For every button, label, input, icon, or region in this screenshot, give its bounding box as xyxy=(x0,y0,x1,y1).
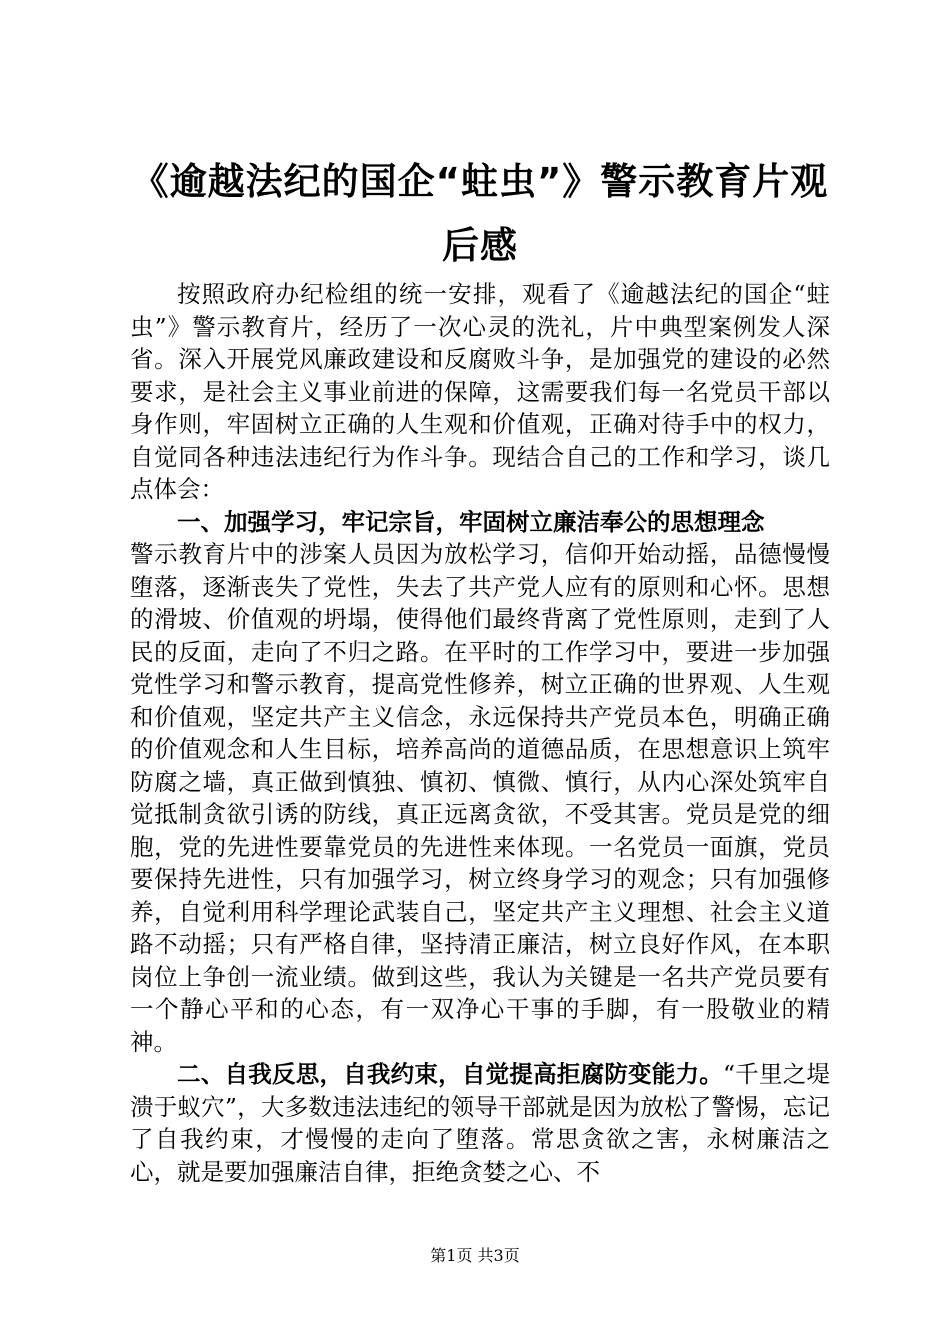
document-title: 《逾越法纪的国企“蛀虫”》警示教育片观后感 xyxy=(131,160,829,267)
section-2-paragraph xyxy=(130,1058,830,1188)
section-2-heading: 二、自我反思，自我约束，自觉提高拒腐防变能力。 xyxy=(177,1060,724,1088)
section-1-body: 警示教育片中的涉案人员因为放松学习，信仰开始动摇，品德慢慢堕落，逐渐丧失了党性，失去了共产党人应有的原则和心怀。思想的滑坡、价值观的坍塌，使得他们最终背离了党性原则，走到了人民的反面，走向了不归之路。在平时的工作学习中，要进一步加强党性学习和警示教育，提高党性修养，树立正确的世界观、人生观和价值观，坚定共产主义信念，永远保持共产党员本色，明确正确的价值观念和人生目标，培养高尚的道德品质，在思想意识上筑牢防腐之墙，真正做到慎独、慎初、慎微、慎行，从内心深处筑牢自觉抵制贪欲引诱的防线，真正远离贪欲，不受其害。党员是党的细胞，党的先进性要靠党员的先进性来体现。一名党员一面旗，党员要保持先进性，只有加强学习，树立终身学习的观念；只有加强修养，自觉利用科学理论武装自己，坚定共产主义理想、社会主义道路不动摇；只有严格自律，坚持清正廉洁，树立良好作风，在本职岗位上争创一流业绩。做到这些，我认为关键是一名共产党员要有一个静心平和的心态，有一双净心干事的手脚，有一股敬业的精神。 xyxy=(130,540,830,1056)
section-2-body: “千里之堤溃于蚁穴”，大多数违法违纪的领导干部就是因为放松了警惕，忘记了自我约束，才慢慢的走向了堕落。常思贪欲之害，永树廉洁之心，就是要加强廉洁自律，拒绝贪婪之心、不 xyxy=(130,1060,831,1186)
page-footer: 第1页 共3页 xyxy=(430,1246,520,1265)
document-page xyxy=(130,150,830,1188)
section-1-heading: 一、加强学习，牢记宗旨，牢固树立廉洁奉公的思想理念 xyxy=(177,507,765,536)
intro-paragraph: 按照政府办纪检组的统一安排，观看了《逾越法纪的国企“蛀虫”》警示教育片，经历了一次心灵的洗礼，片中典型案例发人深省。深入开展党风廉政建设和反腐败斗争，是加强党的建设的必然要求，是社会主义事业前进的保障，这需要我们每一名党员干部以身作则，牢固树立正确的人生观和价值观，正确对待手中的权力，自觉同各种违法违纪行为作斗争。现结合自己的工作和学习，谈几点体会： xyxy=(130,280,830,503)
